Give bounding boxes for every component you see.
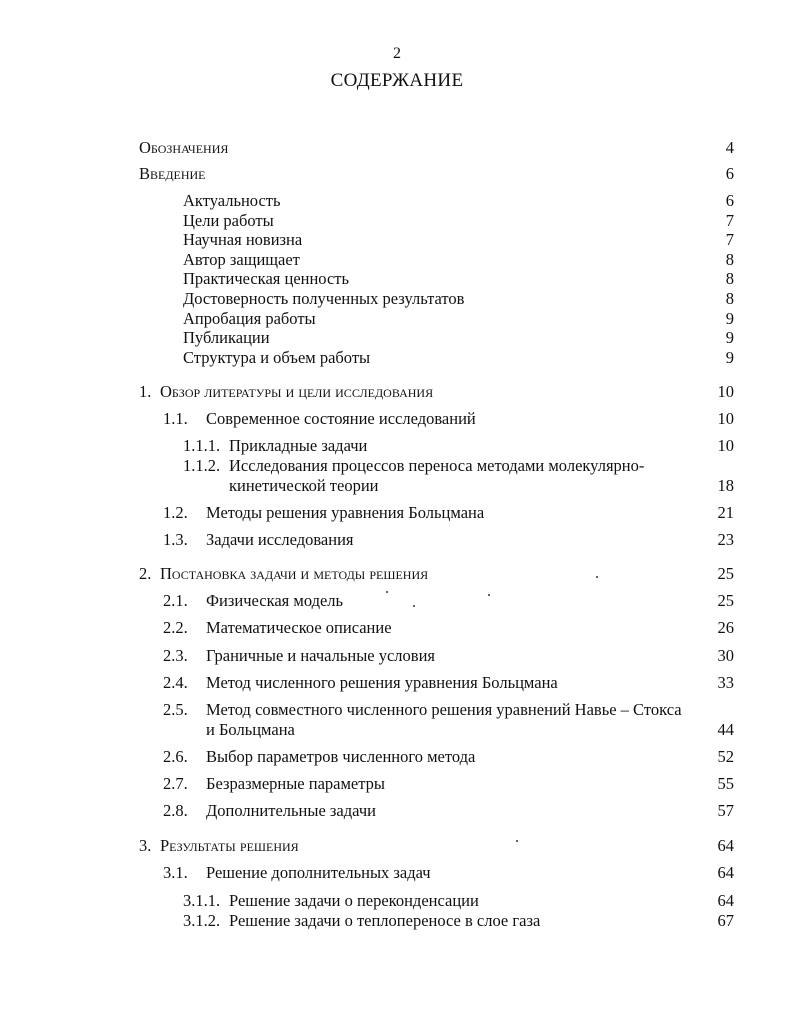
scan-speck (516, 840, 518, 842)
toc-entry (0, 288, 794, 310)
toc-entry-page: 8 (725, 250, 734, 269)
toc-entry (0, 347, 794, 369)
toc-entry-label: Физическая модель (206, 591, 344, 610)
toc-entry (0, 890, 794, 912)
toc-entry (0, 190, 794, 212)
toc-entry-label: Методы решения уравнения Больцмана (206, 503, 485, 522)
toc-entry-label: Граничные и начальные условия (206, 646, 436, 665)
toc-entry-page: 6 (725, 164, 734, 183)
toc-entry-page: 8 (725, 289, 734, 308)
toc-entry-number: 2.2. (163, 618, 188, 637)
toc-entry-number: 1.2. (163, 503, 188, 522)
toc-entry-number: 2.6. (163, 747, 188, 766)
toc-entry (0, 746, 794, 768)
toc-entry-number: 1.3. (163, 530, 188, 549)
toc-entry (0, 862, 794, 884)
toc-entry-page: 23 (717, 530, 734, 549)
toc-entry-label: Решение задачи о переконденсации (229, 891, 479, 910)
toc-entry (0, 455, 794, 477)
toc-entry-label: кинетической теории (229, 476, 379, 495)
toc-entry-number: 2.4. (163, 673, 188, 692)
toc-entry (0, 800, 794, 822)
toc-entry-page: 64 (717, 891, 734, 910)
toc-entry-page: 4 (725, 138, 734, 157)
toc-entry-number: 2.5. (163, 700, 188, 719)
toc-entry-page: 21 (717, 503, 734, 522)
toc-entry-page: 67 (717, 911, 734, 930)
toc-entry (0, 910, 794, 932)
toc-entry-page: 26 (717, 618, 734, 637)
toc-entry (0, 699, 794, 721)
toc-entry-number: 2.8. (163, 801, 188, 820)
toc-entry-label: Выбор параметров численного метода (206, 747, 476, 766)
toc-entry-page: 7 (725, 230, 734, 249)
toc-entry-page: 8 (725, 269, 734, 288)
toc-entry-page: 7 (725, 211, 734, 230)
toc-entry-number: 3.1.2. (183, 911, 221, 930)
toc-entry-page: 52 (717, 747, 734, 766)
toc-entry-number: 1. (139, 382, 152, 401)
toc-entry-page: 9 (725, 309, 734, 328)
toc-entry-number: 1.1.1. (183, 436, 221, 455)
toc-entry-label: Научная новизна (183, 230, 303, 249)
toc-entry-number: 3. (139, 836, 152, 855)
toc-entry (0, 590, 794, 612)
scan-speck (488, 594, 490, 596)
toc-entry-label: Апробация работы (183, 309, 316, 328)
toc-entry-label: Решение задачи о теплопереносе в слое газа (229, 911, 541, 930)
toc-entry-label: Обзор литературы и цели исследования (160, 382, 434, 401)
toc-entry-continuation (0, 719, 794, 741)
toc-entry-page: 64 (717, 836, 734, 855)
toc-entry-number: 1.1.2. (183, 456, 221, 475)
toc-entry-label: Исследования процессов переноса методами молекулярно- (229, 456, 645, 475)
toc-entry-page: 57 (717, 801, 734, 820)
toc-entry-label: и Больцмана (206, 720, 295, 739)
toc-entry-label: Постановка задачи и методы решения (160, 564, 429, 583)
scan-speck (386, 591, 388, 593)
toc-entry (0, 529, 794, 551)
toc-entry-page: 25 (717, 564, 734, 583)
toc-entry-label: Безразмерные параметры (206, 774, 385, 793)
toc-entry (0, 617, 794, 639)
toc-chapter-3 (0, 835, 794, 857)
toc-entry-label: Решение дополнительных задач (206, 863, 431, 882)
toc-entry-page: 30 (717, 646, 734, 665)
toc-entry-label: Цели работы (183, 211, 274, 230)
toc-entry-label: Прикладные задачи (229, 436, 368, 455)
toc-entry (0, 502, 794, 524)
toc-entry (0, 268, 794, 290)
toc-entry-label: Метод совместного численного решения уравнений Навье – Стокса (206, 700, 682, 719)
toc-entry-label: Обозначения (139, 138, 229, 157)
toc-entry-number: 2.7. (163, 774, 188, 793)
toc-entry-number: 3.1.1. (183, 891, 221, 910)
toc-entry-label: Результаты решения (160, 836, 299, 855)
toc-entry-label: Практическая ценность (183, 269, 350, 288)
toc-chapter-2 (0, 563, 794, 585)
toc-entry-notation (0, 137, 794, 159)
scan-speck (413, 605, 415, 607)
toc-entry-label: Достоверность полученных результатов (183, 289, 465, 308)
toc-entry-page: 18 (717, 476, 734, 495)
toc-entry (0, 645, 794, 667)
toc-entry (0, 408, 794, 430)
toc-entry-page: 9 (725, 328, 734, 347)
toc-entry-label: Метод численного решения уравнения Больцмана (206, 673, 558, 692)
toc-entry-page: 10 (717, 436, 734, 455)
toc-entry-number: 1.1. (163, 409, 188, 428)
scan-speck (596, 576, 598, 578)
page-number: 2 (393, 45, 401, 62)
toc-entry-label: Актуальность (183, 191, 281, 210)
toc-entry-label: Современное состояние исследований (206, 409, 476, 428)
toc-entry-page: 33 (717, 673, 734, 692)
toc-entry (0, 672, 794, 694)
toc-entry-page: 64 (717, 863, 734, 882)
toc-entry-label: Математическое описание (206, 618, 392, 637)
toc-entry-label: Автор защищает (183, 250, 300, 269)
toc-entry-label: Введение (139, 164, 206, 183)
toc-entry-number: 3.1. (163, 863, 188, 882)
toc-entry-page: 9 (725, 348, 734, 367)
toc-entry-page: 44 (717, 720, 734, 739)
toc-entry (0, 773, 794, 795)
toc-entry (0, 435, 794, 457)
toc-entry-number: 2.3. (163, 646, 188, 665)
toc-entry-page: 25 (717, 591, 734, 610)
toc-entry (0, 229, 794, 251)
toc-entry (0, 327, 794, 349)
toc-entry-page: 10 (717, 382, 734, 401)
toc-entry-label: Публикации (183, 328, 270, 347)
toc-entry-page: 10 (717, 409, 734, 428)
toc-entry-number: 2. (139, 564, 152, 583)
toc-entry-label: Задачи исследования (206, 530, 354, 549)
toc-entry-page: 6 (725, 191, 734, 210)
page-title: СОДЕРЖАНИЕ (330, 70, 464, 91)
toc-entry-continuation (0, 475, 794, 497)
toc-entry-label: Структура и объем работы (183, 348, 371, 367)
toc-entry-number: 2.1. (163, 591, 188, 610)
toc-entry-label: Дополнительные задачи (206, 801, 376, 820)
toc-chapter-1 (0, 381, 794, 403)
toc-entry-intro (0, 163, 794, 185)
toc-entry-page: 55 (717, 774, 734, 793)
